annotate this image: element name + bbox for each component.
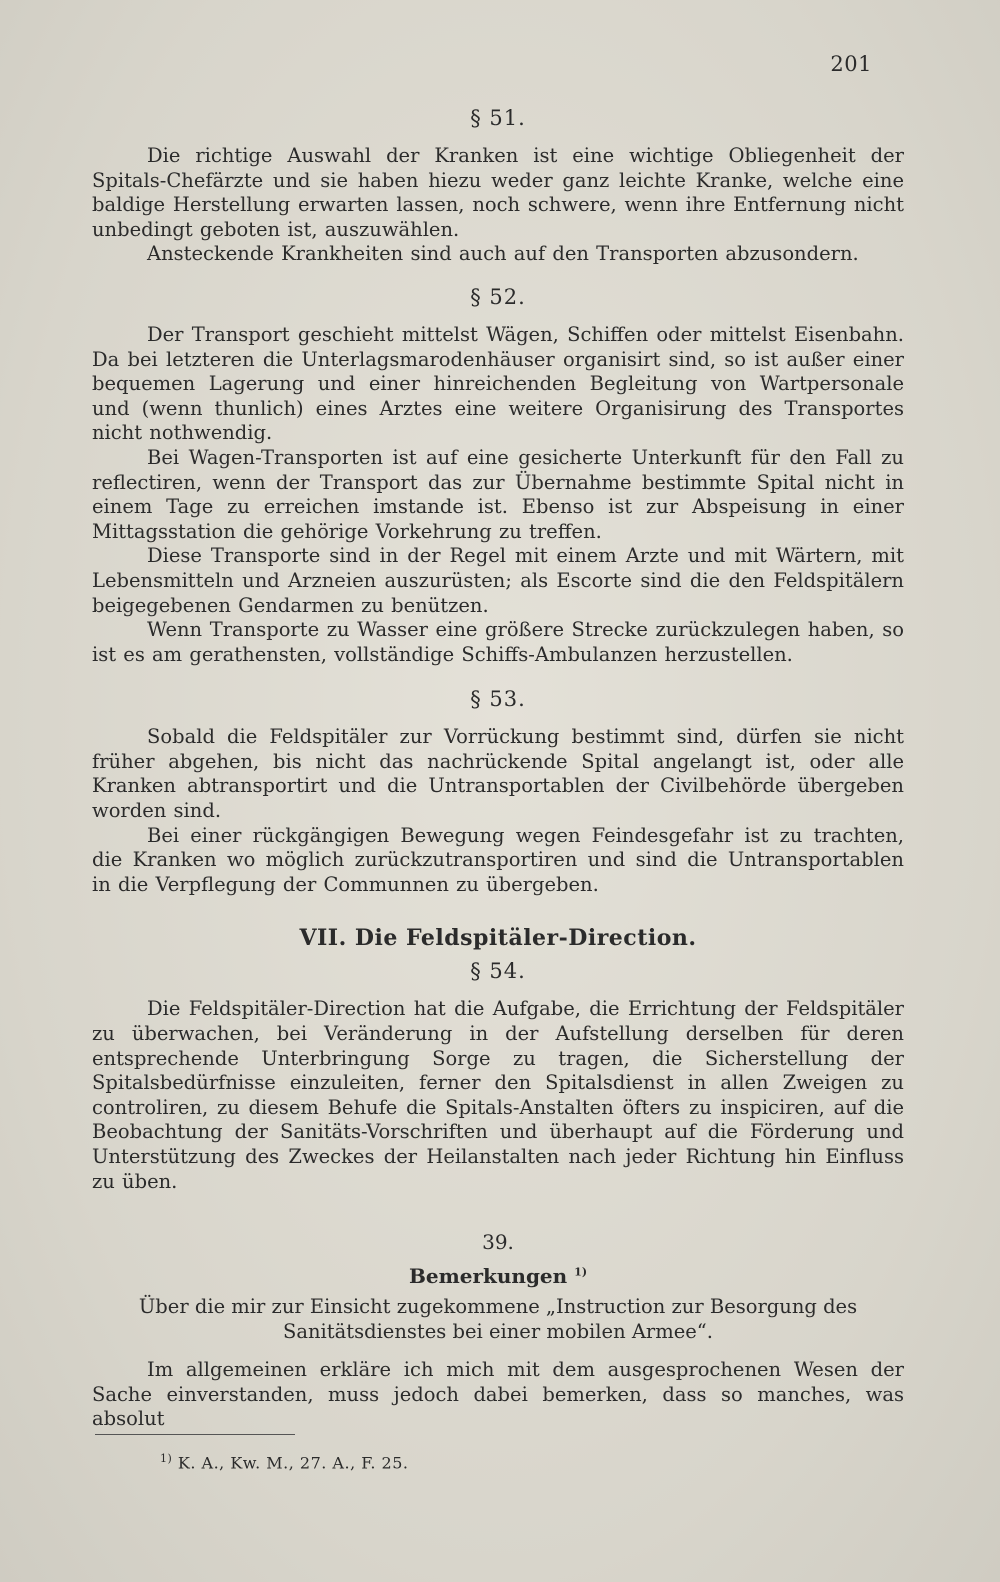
paragraph: Die Feldspitäler-Direction hat die Aufgabe, die Errichtung der Feldspitäler zu überwachen, bei Veränderung in der Aufstellung derselben für deren entsprechende Unterbringung Sorge zu tragen, die Sicherstellung der Spitalsbedürfnisse einzuleiten, ferner den Spitalsdienst in allen Zweigen zu controliren, zu diesem Behufe die Spitals-Anstalten öfters zu inspiciren, auf die Beobachtung der Sanitäts-Vorschriften und überhaupt auf die Förderung und Unterstützung des Zweckes der Heilanstalten nach jeder Richtung hin Einfluss zu üben. (92, 997, 904, 1193)
footnote-reference: 1) (574, 1265, 588, 1279)
paragraph: Ansteckende Krankheiten sind auch auf den Transporten abzusondern. (147, 242, 859, 266)
paragraph: Der Transport geschieht mittelst Wägen, Schiffen oder mittelst Eisenbahn. Da bei letzteren die Unterlagsmarodenhäuser organisirt sind, so ist außer einer bequemen Lagerung und einer hinreichenden Begleitung von Wartpersonale und (wenn thunlich) eines Arztes eine weitere Organisirung des Transportes nicht nothwendig. (92, 322, 904, 445)
paragraph: Diese Transporte sind in der Regel mit einem Arzte und mit Wärtern, mit Lebensmitteln und Arzneien auszurüsten; als Escorte sind die den Feldspitälern beigegebenen Gendarmen zu benützen. (92, 544, 904, 617)
paragraph: Sobald die Feldspitäler zur Vorrückung bestimmt sind, dürfen sie nicht früher abgehen, bis nicht das nachrückende Spital angelangt ist, oder alle Kranken abtransportirt und die Untransportablen der Civilbehörde übergeben worden sind. (92, 725, 904, 823)
paragraph: Die richtige Auswahl der Kranken ist eine wichtige Obliegenheit der Spitals-Chefärzte und sie haben hiezu weder ganz leichte Kranke, welche eine baldige Herstellung erwarten lassen, noch schwere, wenn ihre Entfernung nicht unbedingt geboten ist, auszuwählen. (92, 144, 904, 241)
paragraph: Wenn Transporte zu Wasser eine größere Strecke zurückzulegen haben, so ist es am gerathensten, vollständige Schiffs-Ambulanzen herzustellen. (92, 618, 904, 666)
document-title-text: Bemerkungen (408, 1264, 568, 1289)
page-number: 201 (830, 52, 872, 76)
paragraph: Bei Wagen-Transporten ist auf eine gesicherte Unterkunft für den Fall zu reflectiren, wenn der Transport das zur Übernahme bestimmte Spital nicht in einem Tage zu erreichen imstande ist. Ebenso ist zur Abspeisung in einer Mittagsstation die gehörige Vorkehrung zu treffen. (92, 445, 904, 543)
chapter-title: VII. Die Feldspitäler-Direction. (299, 925, 697, 952)
section-heading-53: § 53. (470, 687, 526, 712)
section-heading-51: § 51. (470, 106, 526, 130)
footnote (160, 1452, 408, 1472)
document-subtitle: Über die mir zur Einsicht zugekommene „Instruction zur Besorgung des Sanitätsdienstes bei einer mobilen Armee“. (138, 1295, 858, 1344)
page-body (92, 102, 904, 1432)
footnote-text: K. A., Kw. M., 27. A., F. 25. (177, 1453, 409, 1473)
footnote-divider (95, 1434, 295, 1435)
paragraph: Im allgemeinen erkläre ich mich mit dem ausgesprochenen Wesen der Sache einverstanden, muss jedoch dabei bemerken, dass so manches, was absolut (92, 1358, 904, 1431)
document-title (92, 1264, 904, 1288)
section-heading-54: § 54. (470, 959, 526, 984)
section-heading-52: § 52. (470, 284, 526, 309)
document-number: 39. (482, 1230, 514, 1255)
footnote-marker: 1) (160, 1452, 173, 1465)
paragraph: Bei einer rückgängigen Bewegung wegen Feindesgefahr ist zu trachten, die Kranken wo möglich zurückzutransportiren und sind die Untransportablen in die Verpflegung der Communnen zu übergeben. (92, 823, 904, 896)
